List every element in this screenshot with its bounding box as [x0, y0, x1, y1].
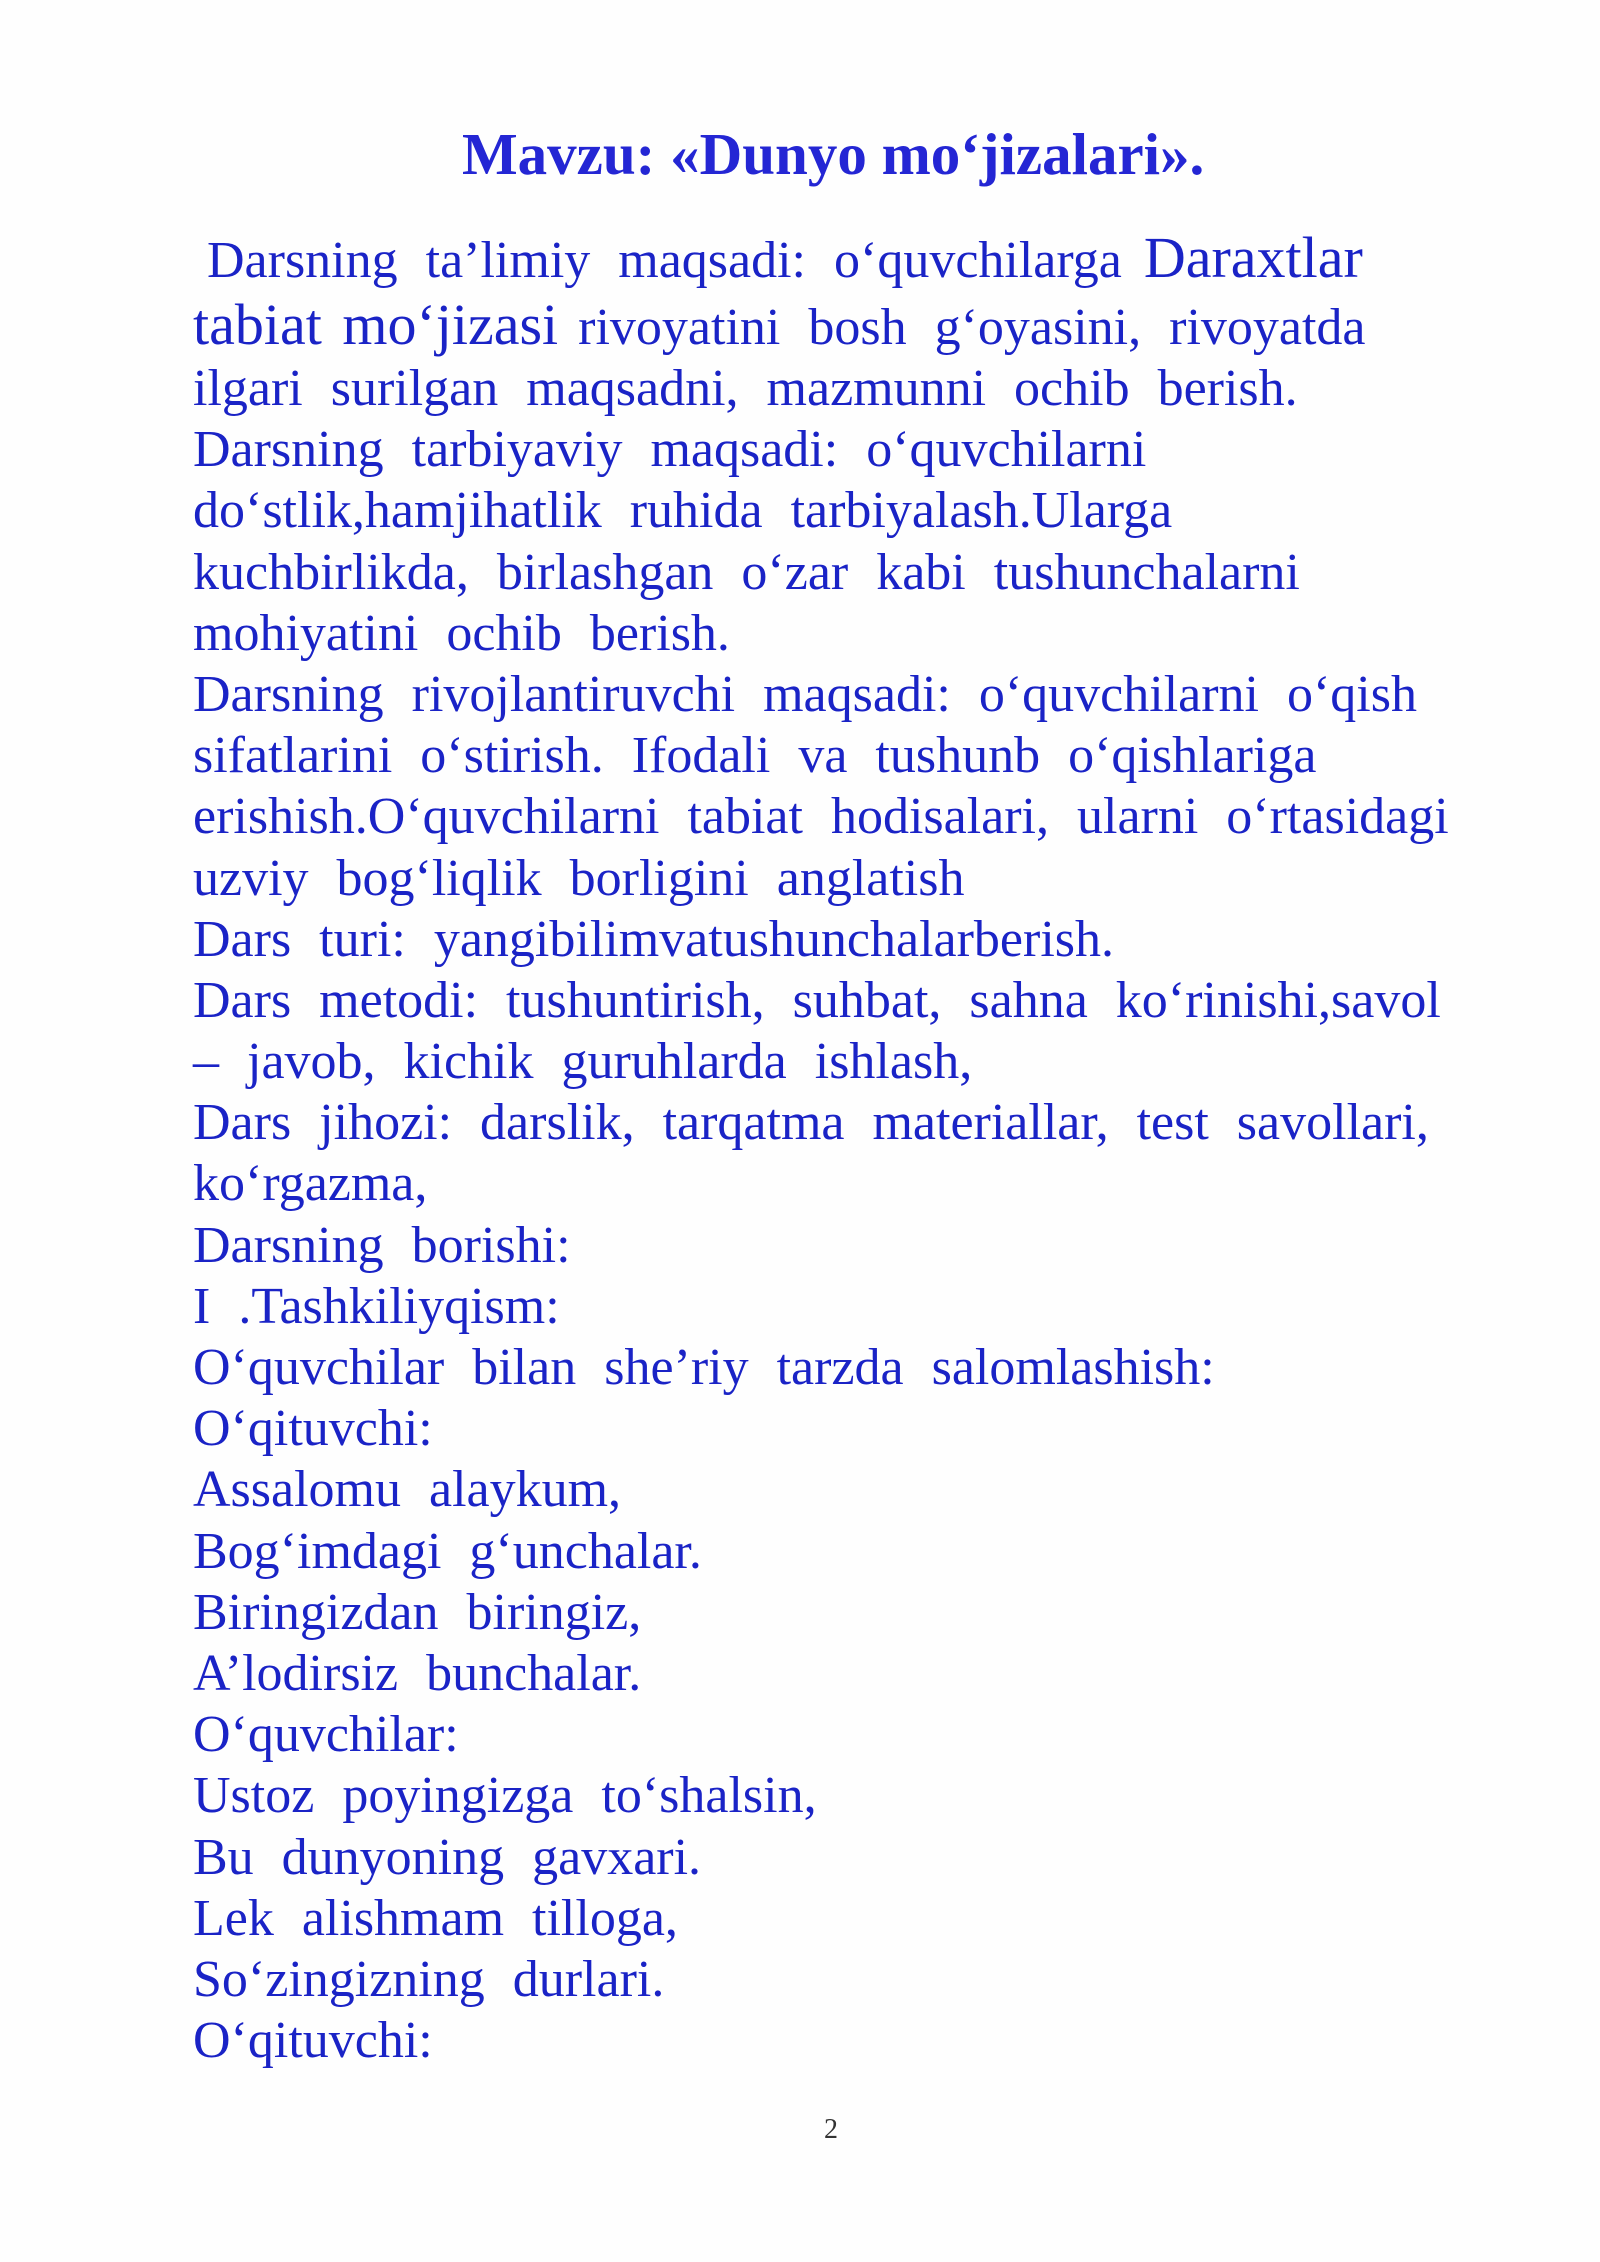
body-line-14: – javob, kichik guruhlarda ishlash,: [193, 1033, 973, 1091]
body-line-21: Assalomu alaykum,: [193, 1461, 622, 1519]
body-line-11: uzviy bog‘liqlik borligini anglatish: [193, 849, 965, 907]
body-line-9: sifatlarini o‘stirish. Ifodali va tushunb o‘qishlariga: [193, 727, 1317, 785]
emphasized-text: Daraxtlar: [1143, 225, 1363, 290]
body-line-1: [193, 225, 1573, 291]
line-text: Darsning ta’limiy maqsadi: o‘quvchilarga: [207, 232, 1122, 289]
body-line-28: Lek alishmam tilloga,: [193, 1889, 678, 1947]
emphasized-text: tabiat mo‘jizasi: [193, 292, 559, 357]
body-line-4: Darsning tarbiyaviy maqsadi: o‘quvchilarni: [193, 421, 1147, 479]
body-line-27: Bu dunyoning gavxari.: [193, 1828, 702, 1886]
body-line-24: A’lodirsiz bunchalar.: [193, 1644, 642, 1702]
page-number: 2: [824, 2114, 838, 2145]
body-line-26: Ustoz poyingizga to‘shalsin,: [193, 1767, 817, 1825]
body-line-13: Dars metodi: tushuntirish, suhbat, sahna ko‘rinishi,savol: [193, 971, 1441, 1029]
body-line-20: O‘qituvchi:: [193, 1400, 433, 1458]
body-line-12: Dars turi: yangibilimvatushunchalarberish.: [193, 910, 1115, 968]
body-line-19: O‘quvchilar bilan she’riy tarzda salomlashish:: [193, 1339, 1215, 1396]
body-line-3: ilgari surilgan maqsadni, mazmunni ochib berish.: [193, 360, 1298, 417]
body-line-17: Darsning borishi:: [193, 1216, 571, 1274]
body-line-23: Biringizdan biringiz,: [193, 1583, 642, 1641]
body-line-8: Darsning rivojlantiruvchi maqsadi: o‘quvchilarni o‘qish: [193, 665, 1417, 723]
body-line-15: Dars jihozi: darslik, tarqatma materiallar, test savollari,: [193, 1094, 1429, 1152]
lesson-body: [193, 225, 1573, 2071]
body-line-22: Bog‘imdagi g‘unchalar.: [193, 1522, 702, 1580]
body-line-25: O‘quvchilar:: [193, 1706, 459, 1764]
line-text: rivoyatini bosh g‘oyasini, rivoyatda: [578, 299, 1366, 356]
body-line-2: [193, 291, 1573, 358]
lesson-title: Mavzu: «Dunyo mo‘jizalari».: [462, 121, 1205, 187]
body-line-30: O‘qituvchi:: [193, 2012, 433, 2070]
body-line-18: I .Tashkiliyqism:: [193, 1277, 560, 1335]
body-line-7: mohiyatini ochib berish.: [193, 604, 730, 662]
body-line-5: do‘stlik,hamjihatlik ruhida tarbiyalash.Ularga: [193, 482, 1173, 540]
body-line-29: So‘zingizning durlari.: [193, 1950, 665, 2008]
body-line-6: kuchbirlikda, birlashgan o‘zar kabi tushunchalarni: [193, 543, 1300, 601]
body-line-16: ko‘rgazma,: [193, 1155, 428, 1213]
body-line-10: erishish.O‘quvchilarni tabiat hodisalari, ularni o‘rtasidagi: [193, 788, 1449, 846]
